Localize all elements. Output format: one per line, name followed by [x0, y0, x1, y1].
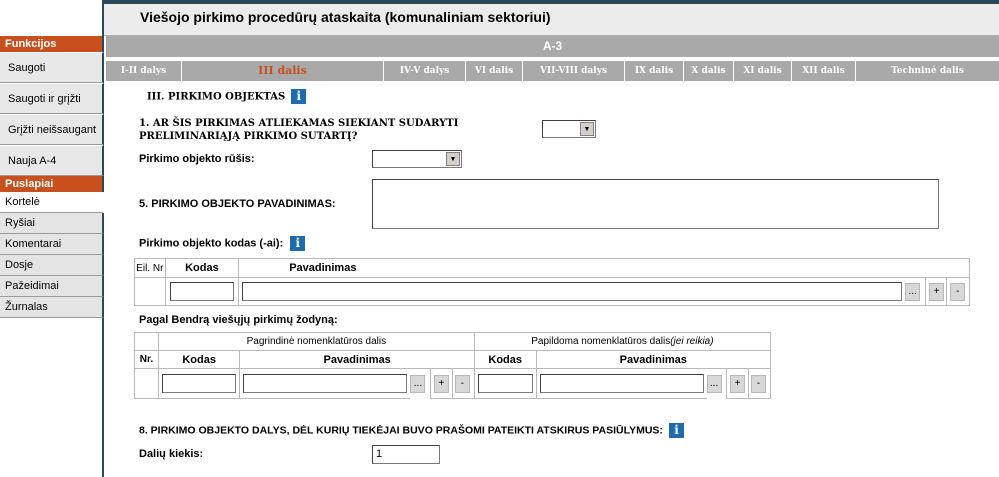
add-row-button[interactable]: + — [929, 283, 944, 301]
add-cell — [926, 278, 947, 306]
remove-row-button[interactable]: - — [455, 375, 470, 393]
group-extra-header — [474, 333, 770, 351]
parts-count-label: Dalių kiekis: — [139, 448, 204, 460]
tab-i-ii[interactable]: I-II dalys — [106, 61, 182, 81]
remove-row-button[interactable]: - — [751, 375, 766, 393]
q8-label: 8. PIRKIMO OBJEKTO DALYS, DĖL KURIŲ TIEKĖJAI BUVO PRAŠOMI PATEIKTI ATSKIRUS PASIŪLYMUS: — [139, 424, 663, 437]
code-table — [134, 258, 970, 306]
sidebar-item-rysiai[interactable]: Ryšiai — [0, 213, 104, 234]
extra-code-cell — [474, 369, 536, 399]
sidebar-item-zurnalas[interactable]: Žurnalas — [0, 297, 104, 318]
add-row-button[interactable]: + — [434, 375, 449, 393]
q1-label-line1: 1. AR ŠIS PIRKIMAS ATLIEKAMAS SIEKIANT SUDARYTI — [139, 118, 459, 129]
remove-row-button[interactable]: - — [950, 283, 965, 301]
remove-cell — [947, 278, 970, 306]
extra-browse-cell — [707, 369, 727, 399]
name-input[interactable] — [242, 282, 902, 301]
save-button[interactable]: Saugoti — [0, 52, 104, 83]
q8-heading — [139, 423, 684, 438]
main-browse-cell — [410, 369, 430, 399]
col-header-extra-code: Kodas — [474, 351, 536, 369]
pages-heading: Puslapiai — [0, 176, 104, 192]
chevron-down-icon[interactable]: ▼ — [446, 152, 460, 166]
info-icon[interactable]: i — [290, 236, 305, 251]
extra-add-cell — [727, 369, 749, 399]
sidebar-item-pazeidimai[interactable]: Pažeidimai — [0, 276, 104, 297]
tab-ix[interactable]: IX dalis — [625, 61, 684, 81]
main-name-input[interactable] — [243, 374, 407, 393]
object-type-label: Pirkimo objekto rūšis: — [139, 153, 255, 165]
col-header-nr: Eil. Nr — [135, 259, 166, 278]
group-main-header: Pagrindinė nomenklatūros dalis — [158, 333, 474, 351]
return-without-saving-button[interactable]: Grįžti neišsaugant — [0, 114, 104, 145]
tab-iii[interactable]: III dalis — [182, 61, 384, 81]
section-title: III. PIRKIMO OBJEKTAS — [147, 91, 286, 103]
q1-label — [139, 117, 458, 143]
section-heading — [147, 89, 306, 104]
tab-xii[interactable]: XII dalis — [792, 61, 856, 81]
sidebar — [0, 0, 104, 477]
table-row-nr — [135, 278, 166, 306]
add-row-button[interactable]: + — [730, 375, 745, 393]
code-input[interactable] — [170, 282, 235, 301]
browse-button[interactable]: ... — [410, 375, 425, 393]
info-icon[interactable]: i — [291, 89, 306, 104]
tab-vi[interactable]: VI dalis — [466, 61, 523, 81]
tab-x[interactable]: X dalis — [684, 61, 734, 81]
col-header-main-code: Kodas — [158, 351, 240, 369]
extra-remove-cell — [748, 369, 770, 399]
code-label: Pirkimo objekto kodas (-ai): — [139, 237, 284, 250]
group-extra-label: Papildoma nomenklatūros dalis — [531, 336, 671, 347]
sidebar-fill — [0, 318, 104, 477]
extra-code-input[interactable] — [478, 374, 533, 393]
section-bar: A-3 — [106, 36, 999, 57]
sidebar-item-dosje[interactable]: Dosje — [0, 255, 104, 276]
header-empty — [135, 333, 159, 351]
code-cell — [165, 278, 239, 306]
object-type-select[interactable] — [372, 150, 462, 168]
framework-agreement-select[interactable] — [542, 120, 596, 138]
col-header-main-name: Pavadinimas — [240, 351, 474, 369]
main-code-input[interactable] — [162, 374, 237, 393]
col-header-nr: Nr. — [135, 351, 159, 369]
extra-name-input[interactable] — [540, 374, 704, 393]
dictionary-table — [134, 332, 771, 399]
main-add-cell — [430, 369, 452, 399]
tab-xi[interactable]: XI dalis — [734, 61, 792, 81]
header-accent-bar — [104, 0, 999, 4]
chevron-down-icon[interactable]: ▼ — [580, 122, 594, 136]
browse-button[interactable]: ... — [905, 283, 920, 301]
sidebar-item-kortele[interactable]: Kortelė — [0, 192, 104, 213]
sidebar-top — [0, 0, 104, 36]
save-and-return-button[interactable]: Saugoti ir grįžti — [0, 83, 104, 114]
object-name-textarea[interactable] — [372, 179, 939, 229]
tab-technine[interactable]: Techninė dalis — [891, 66, 964, 76]
group-extra-note: (jei reikia) — [670, 336, 714, 347]
parts-count-input[interactable]: 1 — [372, 445, 440, 464]
code-heading — [139, 236, 305, 251]
info-icon[interactable]: i — [669, 423, 684, 438]
page-title: Viešojo pirkimo procedūrų ataskaita (komunaliniam sektoriui) — [140, 9, 551, 25]
functions-heading: Funkcijos — [0, 36, 104, 52]
tab-vii-viii[interactable]: VII-VIII dalys — [523, 61, 625, 81]
header — [104, 0, 999, 36]
sidebar-item-komentarai[interactable]: Komentarai — [0, 234, 104, 255]
browse-cell — [905, 278, 925, 306]
part-tabs — [106, 61, 999, 81]
col-header-name: Pavadinimas — [239, 259, 970, 278]
browse-button[interactable]: ... — [707, 375, 722, 393]
main-code-cell — [158, 369, 240, 399]
table-row-nr — [135, 369, 159, 399]
new-a4-button[interactable]: Nauja A-4 — [0, 145, 104, 176]
dictionary-label: Pagal Bendrą viešųjų pirkimų žodyną: — [139, 314, 338, 326]
col-header-extra-name: Pavadinimas — [536, 351, 770, 369]
main-remove-cell — [452, 369, 474, 399]
tab-iv-v[interactable]: IV-V dalys — [384, 61, 466, 81]
col-header-code: Kodas — [165, 259, 239, 278]
main-name-cell — [240, 369, 411, 399]
object-name-label: 5. PIRKIMO OBJEKTO PAVADINIMAS: — [139, 198, 336, 210]
name-cell — [239, 278, 906, 306]
q1-label-line2: PRELIMINARIĄJĄ PIRKIMO SUTARTĮ? — [139, 131, 358, 142]
extra-name-cell — [536, 369, 707, 399]
